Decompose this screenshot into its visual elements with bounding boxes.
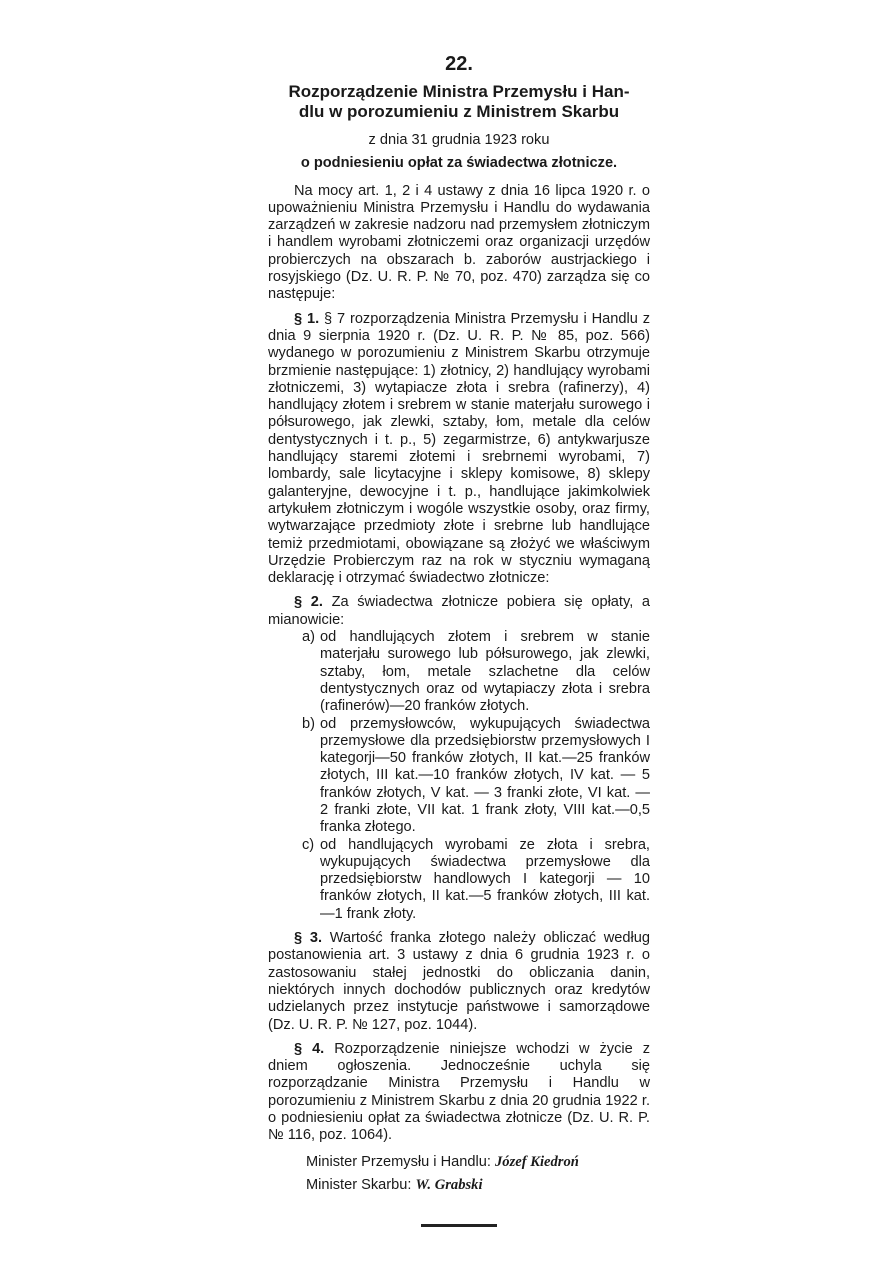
section-1-text: § 7 rozporządzenia Ministra Przemysłu i Handlu z dnia 9 sierpnia 1920 r. (Dz. U. R. P. № 85, poz. 566) wydanego w porozumieniu z Ministrem Skarbu otrzymuje brzmienie następujące: 1) złotnicy, 2) handlujący wyrobami złotniczemi, 3) wytapiacze złota i srebra (rafinerzy), 4) handlujący złotem i srebrem w stanie materjału surowego i półsurowego, jak zlewki, sztaby, łom, metale dla celów dentystycznych i t. p., 5) zegarmistrze, 6) antykwarjusze handlujący staremi złotemi i srebrnemi wyrobami, 7) lombardy, sale licytacyjne i sklepy komisowe, 8) sklepy galanteryjne, dewocyjne i t. p., handlujące jakimkolwiek artykułem złotniczym i wogóle wszystkie osoby, oraz firmy, wytwarzające przedmioty złote i srebrne lub handlujące temiż przedmiotami, obowiązane są złożyć we właściwym Urzędzie Probierczym raz na rok w styczniu wymaganą deklarację i otrzymać świadectwo złotnicze: [268,310,651,587]
section-2 [268,594,650,629]
signature-treasury-minister [268,1177,650,1194]
signature-1-name: Józef Kiedroń [494,1153,579,1170]
section-2-text: Za świadectwa złotnicze pobiera się opłaty, a mianowicie: [268,594,650,628]
document-column [268,52,650,1227]
section-3-text: Wartość franka złotego należy obliczać według postanowienia art. 3 ustawy z dnia 6 grudnia 1923 r. o zastosowaniu stałej jednostki do obliczania danin, niektórych innych dochodów publicznych oraz kredytów udzielanych przez instytucje państwowe i samorządowe (Dz. U. R. P. № 127, poz. 1044). [268,930,650,1033]
fee-item-a-letter: a) [302,629,315,646]
signature-1-role: Minister Przemysłu i Handlu: [306,1153,491,1170]
closing-rule [421,1224,497,1227]
fee-item-c-letter: c) [302,836,315,853]
section-4 [268,1041,650,1145]
fee-item-b-text: od przemysłowców, wykupujących świadectwa przemysłowe dla przedsiębiorstw przemysłowych I kategorji—50 franków złotych, II kat.—25 franków złotych, III kat.—10 franków złotych, IV kat. — 5 franków złotych, V kat. — 3 franki złote, VI kat. — 2 franki złote, VII kat. 1 frank złoty, VIII kat.—0,5 franka złotego. [320,715,650,836]
signature-industry-minister [268,1154,650,1171]
issue-date: z dnia 31 grudnia 1923 roku [368,132,550,148]
fee-item-a-text: od handlujących złotem i srebrem w stanie materjału surowego lub półsurowego, jak zlewki, sztaby, łom, metale szlachetne dla celów dentystycznych oraz od wytapiaczy złota i srebra (rafinerów)—20 franków złotych. [320,629,650,715]
subject-line: o podniesieniu opłat za świadectwa złotnicze. [300,155,618,172]
document-number: 22. [445,53,473,75]
section-1 [268,311,650,588]
section-1-label: § 1. [294,310,320,327]
signature-2-role: Minister Skarbu: [306,1176,412,1193]
title-line-1: Rozporządzenie Ministra Przemysłu i Han- [288,82,630,101]
fee-item-c-text: od handlujących wyrobami ze złota i srebra, wykupujących świadectwa przemysłowe dla przedsiębiorstw handlowych I kategorji — 10 franków złotych, II kat.—5 franków złotych, III kat.—1 frank złoty. [320,836,650,922]
section-2-label: § 2. [294,594,323,611]
section-3 [268,930,650,1034]
preamble: Na mocy art. 1, 2 i 4 ustawy z dnia 16 lipca 1920 r. o upoważnieniu Ministra Przemysłu i Handlu do wydawania zarządzeń w zakresie nadzoru nad przemysłem złotniczym i handlem wyrobami złotniczemi oraz organizacji urzędów probierczych na obszarach b. zaborów austrjackiego i rosyjskiego (Dz. U. R. P. № 70, poz. 470) zarządza się co następuje: [268,182,650,303]
fee-item-a [302,629,650,715]
section-3-label: § 3. [294,930,322,947]
section-4-text: Rozporządzenie niniejsze wchodzi w życie z dniem ogłoszenia. Jednocześnie uchyla się rozporządzanie Ministra Przemysłu i Handlu w porozumieniu z Ministrem Skarbu z dnia 20 grudnia 1922 r. o podniesieniu opłat za świadectwa złotnicze (Dz. U. R. P. № 116, poz. 1064). [268,1040,650,1144]
fee-item-b-letter: b) [302,715,315,732]
signature-2-name: W. Grabski [415,1176,483,1193]
section-4-label: § 4. [294,1040,325,1057]
fee-list [268,629,650,923]
fee-item-c [302,837,650,923]
fee-item-b [302,716,650,837]
title-line-2: dlu w porozumieniu z Ministrem Skarbu [298,102,620,121]
